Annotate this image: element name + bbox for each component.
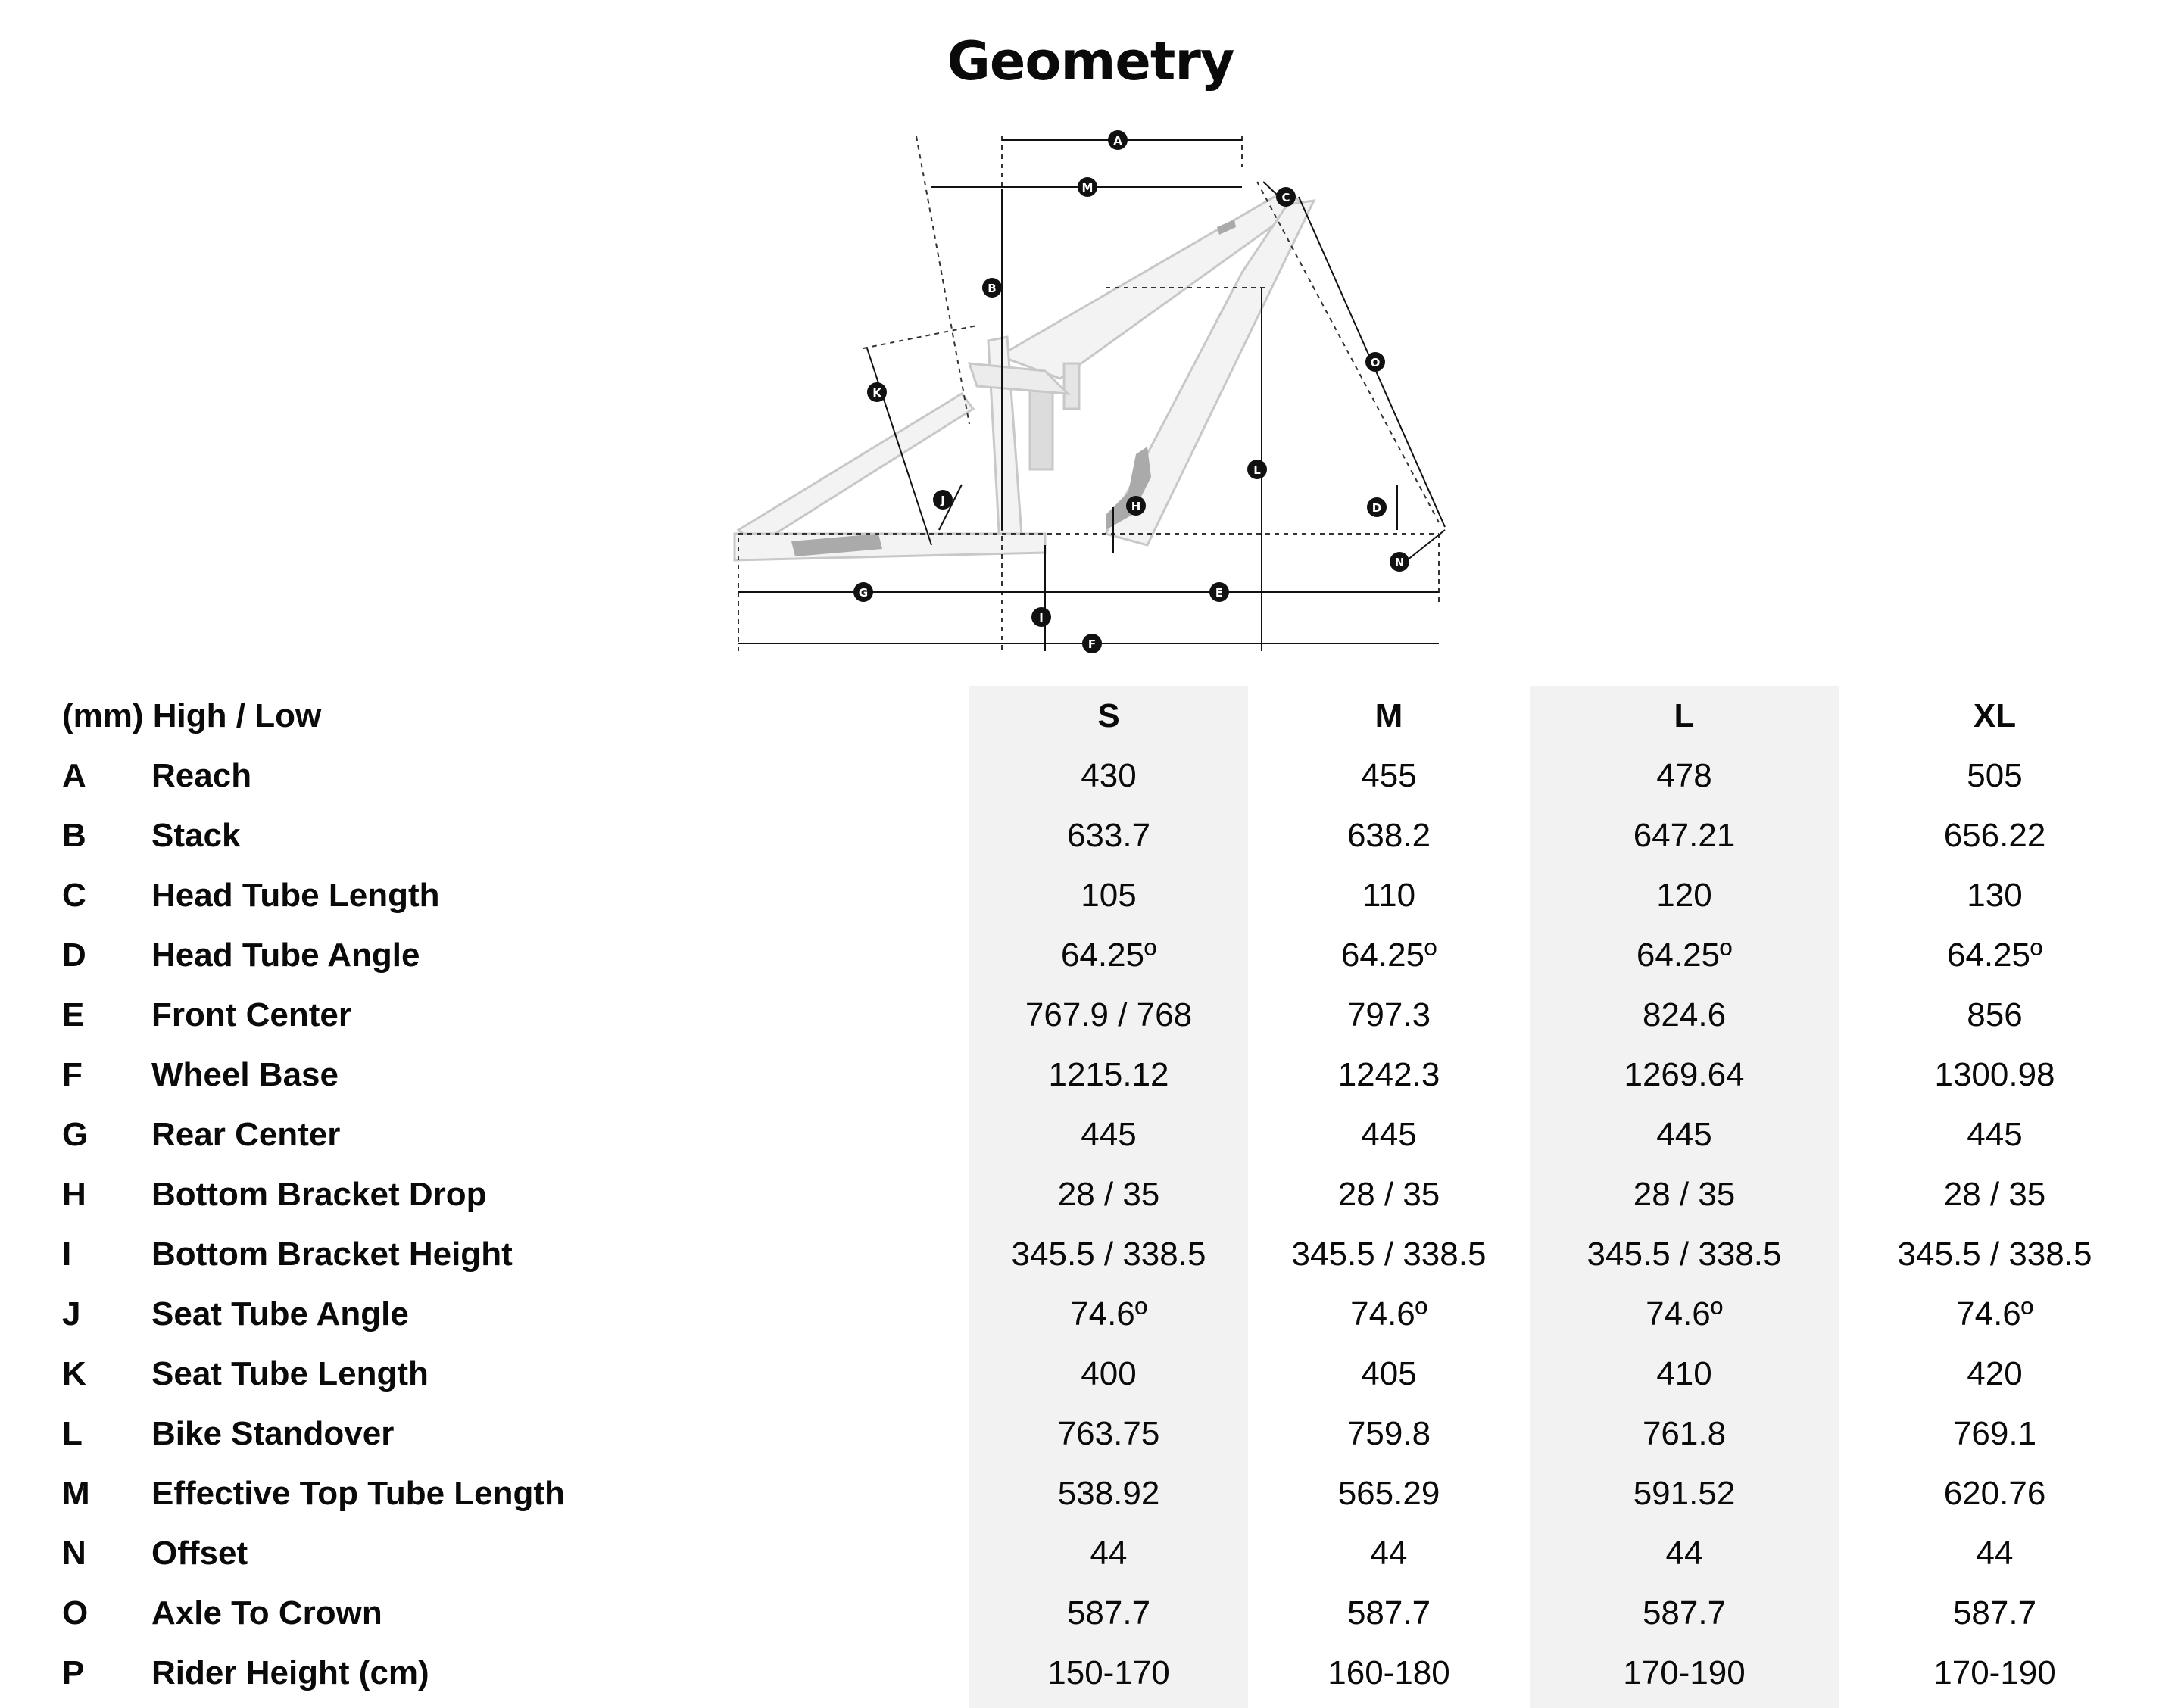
cell-value: 633.7 <box>1066 817 1151 854</box>
table-row <box>0 1284 2181 1344</box>
cell-value: 170-190 <box>1933 1654 2056 1691</box>
table-row <box>0 1164 2181 1224</box>
row-letter: O <box>62 1594 89 1632</box>
row-label: Front Center <box>151 996 351 1033</box>
row-label: Head Tube Angle <box>151 937 420 974</box>
dim-marker-c <box>1276 187 1296 207</box>
cell-value: 410 <box>1656 1355 1712 1392</box>
cell-value: 763.75 <box>1057 1415 1160 1452</box>
cell-value: 620.76 <box>1943 1475 2046 1512</box>
page-title: Geometry <box>947 30 1234 92</box>
row-label: Effective Top Tube Length <box>151 1475 565 1512</box>
table-row <box>0 806 2181 865</box>
cell-value: 587.7 <box>1346 1594 1431 1632</box>
row-letter: J <box>62 1295 81 1332</box>
table-header-row <box>0 686 2181 746</box>
row-label: Axle To Crown <box>151 1594 382 1632</box>
cell-value: 445 <box>1361 1116 1417 1153</box>
cell-value: 345.5 / 338.5 <box>1897 1236 2092 1273</box>
dim-marker-e <box>1209 582 1229 602</box>
cell-value: 64.25º <box>1340 937 1437 974</box>
cell-value: 656.22 <box>1943 817 2046 854</box>
cell-value: 44 <box>1976 1535 2014 1572</box>
cell-value: 64.25º <box>1946 937 2043 974</box>
cell-value: 591.52 <box>1633 1475 1736 1512</box>
row-label: Head Tube Length <box>151 877 440 914</box>
cell-value: 759.8 <box>1346 1415 1431 1452</box>
cell-value: 445 <box>1967 1116 2023 1153</box>
dimension-lines <box>738 136 1439 651</box>
cell-value: 430 <box>1081 757 1137 794</box>
cell-value: 478 <box>1656 757 1712 794</box>
row-label: Wheel Base <box>151 1056 339 1093</box>
svg-text:H: H <box>1131 500 1141 513</box>
cell-value: 44 <box>1090 1535 1128 1572</box>
size-header-m: M <box>1374 697 1403 734</box>
dim-marker-m <box>1078 177 1097 197</box>
cell-value: 445 <box>1656 1116 1712 1153</box>
cell-value: 28 / 35 <box>1337 1176 1440 1213</box>
row-letter: M <box>62 1475 90 1512</box>
cell-value: 505 <box>1967 757 2023 794</box>
cell-value: 120 <box>1656 877 1712 914</box>
cell-value: 44 <box>1665 1535 1703 1572</box>
cell-value: 638.2 <box>1346 817 1431 854</box>
dim-marker-a <box>1108 130 1128 150</box>
cell-value: 767.9 / 768 <box>1025 996 1193 1033</box>
table-row <box>0 985 2181 1045</box>
cell-value: 455 <box>1361 757 1417 794</box>
dim-marker-l <box>1247 460 1267 479</box>
cell-value: 565.29 <box>1337 1475 1440 1512</box>
row-label: Reach <box>151 757 252 794</box>
svg-text:I: I <box>1039 611 1044 625</box>
cell-value: 170-190 <box>1623 1654 1746 1691</box>
size-header-xl: XL <box>1973 697 2017 734</box>
dim-marker-o <box>1365 352 1385 372</box>
svg-text:N: N <box>1394 556 1405 569</box>
cell-value: 445 <box>1081 1116 1137 1153</box>
row-letter: C <box>62 877 86 914</box>
row-letter: G <box>62 1116 89 1153</box>
dim-marker-n <box>1390 552 1409 572</box>
table-row <box>0 1045 2181 1105</box>
cell-value: 1215.12 <box>1048 1056 1169 1093</box>
table-row <box>0 865 2181 925</box>
row-letter: E <box>62 996 85 1033</box>
cell-value: 150-170 <box>1047 1654 1170 1691</box>
cell-value: 1242.3 <box>1337 1056 1440 1093</box>
dimension-markers <box>853 130 1409 653</box>
table-row <box>0 1224 2181 1284</box>
table-row <box>0 1523 2181 1583</box>
cell-value: 587.7 <box>1952 1594 2037 1632</box>
cell-value: 769.1 <box>1952 1415 2037 1452</box>
row-label: Stack <box>151 817 241 854</box>
row-label: Bottom Bracket Drop <box>151 1176 487 1213</box>
dim-marker-k <box>867 382 887 402</box>
table-row <box>0 1105 2181 1164</box>
cell-value: 405 <box>1361 1355 1417 1392</box>
cell-value: 74.6º <box>1070 1295 1147 1332</box>
row-label: Rear Center <box>151 1116 341 1153</box>
cell-value: 761.8 <box>1642 1415 1727 1452</box>
cell-value: 538.92 <box>1057 1475 1160 1512</box>
dim-marker-i <box>1031 607 1051 627</box>
cell-value: 105 <box>1081 877 1137 914</box>
cell-value: 74.6º <box>1956 1295 2033 1332</box>
svg-text:L: L <box>1253 463 1261 477</box>
cell-value: 130 <box>1967 877 2023 914</box>
row-label: Bike Standover <box>151 1415 395 1452</box>
table-row <box>0 746 2181 806</box>
cell-value: 345.5 / 338.5 <box>1587 1236 1782 1273</box>
svg-text:F: F <box>1087 637 1097 651</box>
dim-marker-h <box>1126 496 1146 516</box>
row-letter: D <box>62 937 86 974</box>
cell-value: 647.21 <box>1633 817 1736 854</box>
row-label: Rider Height (cm) <box>151 1654 429 1691</box>
table-row <box>0 1344 2181 1404</box>
row-letter: N <box>62 1535 86 1572</box>
svg-text:J: J <box>941 494 945 507</box>
row-label: Seat Tube Length <box>151 1355 429 1392</box>
svg-text:B: B <box>988 282 997 295</box>
table-row <box>0 1643 2181 1703</box>
table-row <box>0 1583 2181 1643</box>
cell-value: 110 <box>1362 877 1416 914</box>
svg-text:M: M <box>1081 181 1094 195</box>
table-row <box>0 925 2181 985</box>
cell-value: 345.5 / 338.5 <box>1291 1236 1487 1273</box>
bike-frame-drawing <box>735 189 1314 560</box>
cell-value: 1269.64 <box>1624 1056 1745 1093</box>
cell-value: 1300.98 <box>1934 1056 2055 1093</box>
size-header-l: L <box>1674 697 1695 734</box>
svg-text:O: O <box>1370 356 1381 369</box>
cell-value: 420 <box>1967 1355 2023 1392</box>
row-letter: L <box>62 1415 83 1452</box>
cell-value: 28 / 35 <box>1633 1176 1736 1213</box>
row-label: Bottom Bracket Height <box>151 1236 513 1273</box>
cell-value: 345.5 / 338.5 <box>1011 1236 1206 1273</box>
cell-value: 797.3 <box>1346 996 1431 1033</box>
dim-marker-b <box>982 278 1002 298</box>
row-label: Offset <box>151 1535 248 1572</box>
cell-value: 400 <box>1081 1355 1137 1392</box>
svg-text:D: D <box>1371 501 1382 515</box>
row-letter: B <box>62 817 86 854</box>
svg-text:A: A <box>1113 134 1122 148</box>
dim-marker-d <box>1367 497 1387 517</box>
row-letter: K <box>62 1355 86 1392</box>
cell-value: 587.7 <box>1642 1594 1727 1632</box>
cell-value: 44 <box>1370 1535 1408 1572</box>
cell-value: 160-180 <box>1328 1654 1450 1691</box>
svg-text:C: C <box>1281 191 1290 204</box>
cell-value: 856 <box>1967 996 2023 1033</box>
dim-marker-j <box>933 490 953 510</box>
cell-value: 28 / 35 <box>1057 1176 1160 1213</box>
size-header-s: S <box>1097 697 1120 734</box>
row-label: Seat Tube Angle <box>151 1295 409 1332</box>
cell-value: 28 / 35 <box>1943 1176 2046 1213</box>
row-letter: P <box>62 1654 85 1691</box>
unit-label: (mm) High / Low <box>62 697 322 734</box>
cell-value: 64.25º <box>1060 937 1157 974</box>
table-row <box>0 1404 2181 1463</box>
svg-text:E: E <box>1215 586 1224 600</box>
row-letter: F <box>62 1056 83 1093</box>
cell-value: 74.6º <box>1350 1295 1427 1332</box>
cell-value: 824.6 <box>1642 996 1727 1033</box>
bike-geometry-diagram <box>712 121 1469 666</box>
table-row <box>0 1463 2181 1523</box>
cell-value: 64.25º <box>1636 937 1733 974</box>
svg-text:K: K <box>872 386 881 400</box>
dimension-arrows <box>738 140 1445 651</box>
dim-marker-g <box>853 582 873 602</box>
cell-value: 74.6º <box>1646 1295 1723 1332</box>
row-letter: H <box>62 1176 86 1213</box>
cell-value: 587.7 <box>1066 1594 1151 1632</box>
dim-marker-f <box>1082 634 1102 653</box>
row-letter: I <box>62 1236 72 1273</box>
svg-text:G: G <box>858 586 869 600</box>
row-letter: A <box>62 757 86 794</box>
